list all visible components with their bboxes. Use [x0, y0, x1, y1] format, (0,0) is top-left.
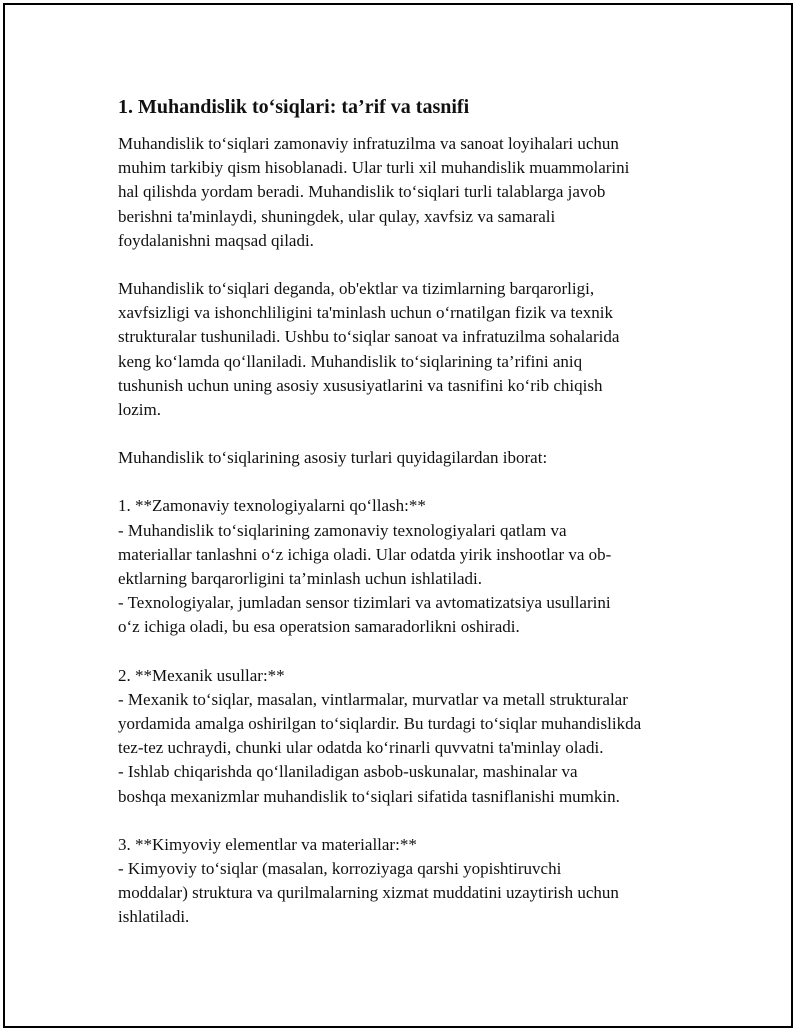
- section-title: 1. Muhandislik to‘siqlari: ta’rif va tasnifi: [118, 96, 470, 118]
- list-item-chemical-elements: 3. **Kimyoviy elementlar va materiallar:** - Kimyoviy to‘siqlar (masalan, korroziyaga qarshi yopishtiruvchi moddalar) struktura va qurilmalarning xizmat muddatini uzaytirish uchun ishlatiladi.: [118, 834, 619, 927]
- document-body: [118, 95, 718, 930]
- list-item-mechanical-methods: 2. **Mexanik usullar:** - Mexanik to‘siqlar, masalan, vintlarmalar, murvatlar va metall strukturalar yordamida amalga oshirilgan to‘siqlardir. Bu turdagi to‘siqlar muhandislikda tez-tez uchraydi, chunki ular odatda ko‘rinarli quvvatni ta'minlay oladi. - Ishlab chiqarishda qo‘llaniladigan asbob-uskunalar, mashinalar va boshqa mexanizmlar muhandislik to‘siqlari sifatida tasniflanishi mumkin.: [118, 665, 642, 806]
- list-item-modern-technologies: 1. **Zamonaviy texnologiyalarni qo‘llash:** - Muhandislik to‘siqlarining zamonaviy texnologiyalari qatlam va materiallar tanlashni o‘z ichiga oladi. Ular odatda yirik inshootlar va ob- ektlarning barqarorligini ta’minlash uchun ishlatiladi. - Texnologiyalar, jumladan sensor tizimlari va avtomatizatsiya usullarini o‘z ichiga oladi, bu esa operatsion samaradorlikni oshiradi.: [118, 496, 612, 637]
- paragraph-types-intro: Muhandislik to‘siqlarining asosiy turlari quyidagilardan iborat:: [118, 448, 548, 468]
- paragraph-intro: Muhandislik to‘siqlari zamonaviy infratuzilma va sanoat loyihalari uchun muhim tarkibiy qism hisoblanadi. Ular turli xil muhandislik muammolarini hal qilishda yordam beradi. Muhandislik to‘siqlari turli talablarga javob berishni ta'minlaydi, shuningdek, ular qulay, xavfsiz va samarali foydalanishni maqsad qiladi.: [118, 134, 630, 250]
- paragraph-definition: Muhandislik to‘siqlari deganda, ob'ektlar va tizimlarning barqarorligi, xavfsizligi va ishonchliligini ta'minlash uchun o‘rnatilgan fizik va texnik strukturalar tushuniladi. Ushbu to‘siqlar sanoat va infratuzilma sohalarida keng ko‘lamda qo‘llaniladi. Muhandislik to‘siqlarining ta’rifini aniq tushunish uchun uning asosiy xususiyatlarini va tasnifini ko‘rib chiqish lozim.: [118, 279, 620, 420]
